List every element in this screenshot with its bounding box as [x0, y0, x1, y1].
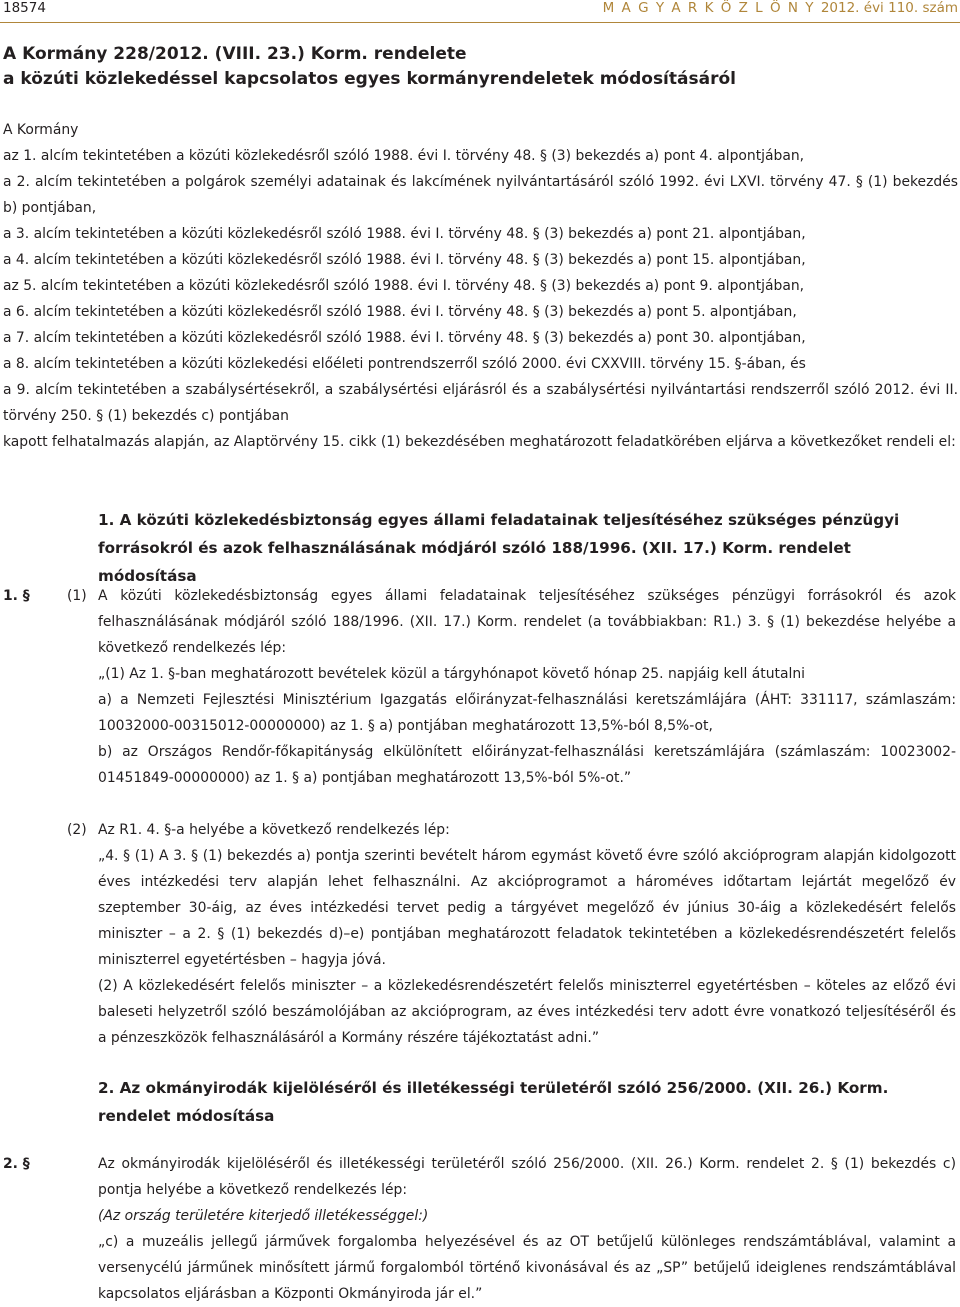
section-1-par2-label: (2): [67, 822, 87, 838]
preamble-item: a 9. alcím tekintetében a szabálysértésekről, a szabálysértési eljárásról és a szabálysértési nyilvántartási rendszerről szóló 2012. évi II. törvény 250. § (1) bekezdés c) pontjában: [3, 382, 958, 424]
gazette-issue: 2012. évi 110. szám: [820, 0, 958, 16]
header-rule: [0, 22, 960, 23]
section-1-par1: [98, 583, 956, 791]
preamble-item: a 8. alcím tekintetében a közúti közlekedési előéleti pontrendszerről szóló 2000. évi CXXVIII. törvény 15. §-ában, és: [3, 356, 806, 372]
section-1-par1-point-a: a) a Nemzeti Fejlesztési Minisztérium Igazgatás előirányzat-felhasználási keretszámlájára (ÁHT: 331117, számlaszám: 10032000-00315012-00000000) az 1. § a) pontjában meghatározott 13,5%-ból 8,5%-ot,: [98, 692, 956, 734]
preamble-item: a 4. alcím tekintetében a közúti közlekedésről szóló 1988. évi I. törvény 48. § (3) bekezdés a) pont 15. alpontjában,: [3, 252, 806, 268]
decree-title: [3, 42, 736, 92]
section-2-italic-note: (Az ország területére kiterjedő illetékességgel:): [98, 1208, 429, 1224]
section-1-par2-text: Az R1. 4. §-a helyébe a következő rendelkezés lép:: [98, 822, 450, 838]
preamble: [3, 117, 958, 455]
gazette-title: M A G Y A R K Ö Z L Ö N Y: [602, 0, 816, 16]
preamble-intro: A Kormány: [3, 122, 79, 138]
section-2: [98, 1151, 956, 1307]
page-number: 18574: [3, 0, 46, 16]
section-1-par1-quote: „(1) Az 1. §-ban meghatározott bevételek közül a tárgyhónapot követő hónap 25. napjáig kell átutalni: [98, 666, 806, 682]
decree-title-line1: A Kormány 228/2012. (VIII. 23.) Korm. rendelete: [3, 44, 467, 64]
gazette-name: [603, 0, 958, 16]
section-1-par1-label: (1): [67, 588, 87, 604]
preamble-item: a 7. alcím tekintetében a közúti közlekedésről szóló 1988. évi I. törvény 48. § (3) bekezdés a) pont 30. alpontjában,: [3, 330, 806, 346]
preamble-closing: kapott felhatalmazás alapján, az Alaptörvény 15. cikk (1) bekezdésében meghatározott feladatkörében eljárva a következőket rendeli el:: [3, 434, 956, 450]
section-1-number: 1. §: [3, 588, 30, 604]
page-header: [0, 0, 960, 20]
subtitle-2: 2. Az okmányirodák kijelöléséről és illetékességi területéről szóló 256/2000. (XII. 26.) Korm. rendelet módosítása: [98, 1079, 889, 1125]
section-1-par1-point-b: b) az Országos Rendőr-főkapitányság elkülönített előirányzat-felhasználási keretszámlájára (számlaszám: 10023002-01451849-00000000) az 1. § a) pontjában meghatározott 13,5%-ból 5%-ot.”: [98, 744, 956, 786]
subtitle-1: 1. A közúti közlekedésbiztonság egyes állami feladatainak teljesítéséhez szükséges pénzügyi forrásokról és azok felhasználásának módjáról szóló 188/1996. (XII. 17.) Korm. rendelet módosítása: [98, 511, 900, 585]
section-1-par1-text: A közúti közlekedésbiztonság egyes állami feladatainak teljesítéséhez szükséges pénzügyi forrásokról és azok felhasználásának módjáról szóló 188/1996. (XII. 17.) Korm. rendelet (a továbbiakban: R1.) 3. § (1) bekezdése helyébe a következő rendelkezés lép:: [98, 588, 956, 656]
section-2-text: Az okmányirodák kijelöléséről és illetékességi területéről szóló 256/2000. (XII. 26.) Korm. rendelet 2. § (1) bekezdés c) pontja helyébe a következő rendelkezés lép:: [98, 1156, 956, 1198]
section-1-par2-quote-2: (2) A közlekedésért felelős miniszter – a közlekedésrendészetért felelős miniszterrel egyetértésben – köteles az előző évi baleseti helyzetről szóló beszámolójában az akcióprogram, az éves intézkedési terv adott évre vonatkozó teljesítéséről és a pénzeszközök felhasználásáról a Kormány részére tájékoztatást adni.”: [98, 978, 956, 1046]
section-2-quote: „c) a muzeális jellegű járművek forgalomba helyezésével és az OT betűjelű különleges rendszámtáblával, valamint a versenycélú járműnek minősített jármű forgalomból történő kivonásával és az „SP” betűjelű ideiglenes rendszámtáblával kapcsolatos eljárásban a Központi Okmányiroda jár el.”: [98, 1234, 956, 1302]
preamble-item: a 2. alcím tekintetében a polgárok személyi adatainak és lakcímének nyilvántartásáról szóló 1992. évi LXVI. törvény 47. § (1) bekezdés b) pontjában,: [3, 174, 958, 216]
decree-title-line2: a közúti közlekedéssel kapcsolatos egyes kormányrendeletek módosításáról: [3, 69, 736, 89]
preamble-item: az 1. alcím tekintetében a közúti közlekedésről szóló 1988. évi I. törvény 48. § (3) bekezdés a) pont 4. alpontjában,: [3, 148, 805, 164]
section-1-par2-quote-1: „4. § (1) A 3. § (1) bekezdés a) pontja szerinti bevételt három egymást követő évre szóló akcióprogram alapján kidolgozott éves intézkedési terv alapján lehet felhasználni. Az akcióprogramot a hároméves időtartam lejártát megelőző év szeptember 30-áig, az éves intézkedési tervet pedig a tárgyévet megelőző év június 30-áig a közlekedésért felelős miniszter – a 2. § (1) bekezdés d)–e) pontjában meghatározott feladatok tekintetében a közlekedésrendészetért felelős miniszterrel egyetértésben – hagyja jóvá.: [98, 848, 956, 968]
section-1-par2: [98, 817, 956, 1051]
preamble-item: a 3. alcím tekintetében a közúti közlekedésről szóló 1988. évi I. törvény 48. § (3) bekezdés a) pont 21. alpontjában,: [3, 226, 806, 242]
preamble-item: a 6. alcím tekintetében a közúti közlekedésről szóló 1988. évi I. törvény 48. § (3) bekezdés a) pont 5. alpontjában,: [3, 304, 797, 320]
preamble-item: az 5. alcím tekintetében a közúti közlekedésről szóló 1988. évi I. törvény 48. § (3) bekezdés a) pont 9. alpontjában,: [3, 278, 805, 294]
section-2-number: 2. §: [3, 1156, 30, 1172]
